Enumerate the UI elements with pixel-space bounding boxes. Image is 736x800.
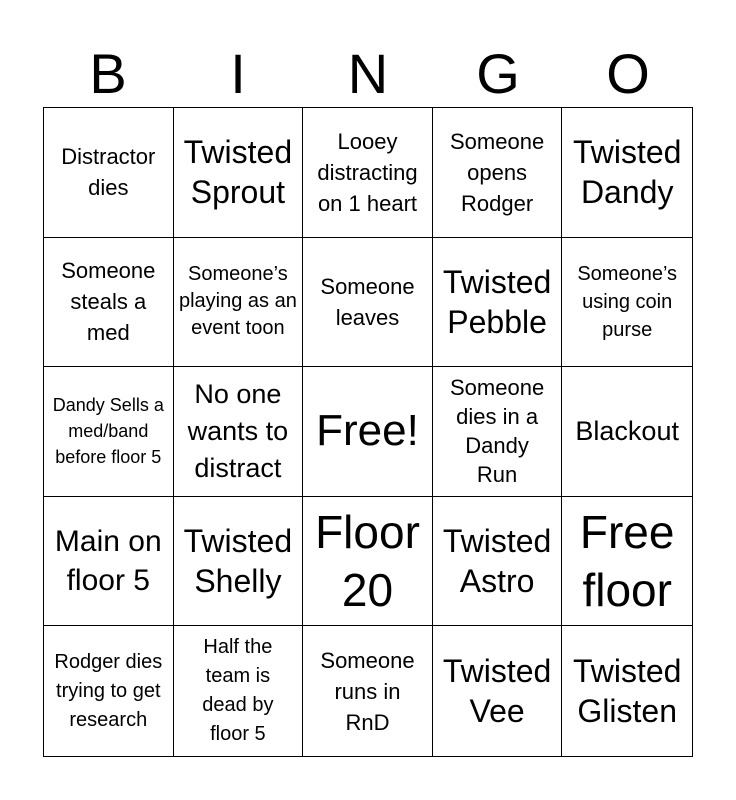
bingo-cell-r2c5[interactable] xyxy=(562,238,692,368)
header-letter-n: N xyxy=(347,42,389,105)
cell-label: Blackout xyxy=(575,416,679,447)
bingo-cell-r4c2[interactable] xyxy=(174,497,304,627)
bingo-cell-r2c2[interactable] xyxy=(174,238,304,368)
bingo-board xyxy=(43,107,693,757)
cell-label: Someone’s playing as an event toon xyxy=(178,263,297,340)
cell-label: Someone dies in a Dandy Run xyxy=(450,375,545,488)
cell-label: Twisted Vee xyxy=(442,653,552,730)
bingo-cell-r3c3[interactable] xyxy=(303,367,433,497)
bingo-cell-r2c1[interactable] xyxy=(44,238,174,368)
cell-label: Dandy Sells a med/band before floor 5 xyxy=(52,395,164,468)
cell-label: Twisted Pebble xyxy=(442,263,552,340)
cell-label: Twisted Shelly xyxy=(183,523,293,600)
bingo-cell-r3c4[interactable] xyxy=(433,367,563,497)
bingo-cell-r5c5[interactable] xyxy=(562,626,692,756)
header-letter-b: B xyxy=(89,42,127,105)
cell-label: No one wants to distract xyxy=(187,378,289,483)
cell-label: Free! xyxy=(316,406,419,456)
cell-label: Floor 20 xyxy=(315,506,420,617)
bingo-cell-r1c1[interactable] xyxy=(44,108,174,238)
bingo-cell-r5c2[interactable] xyxy=(174,626,304,756)
bingo-cell-r4c1[interactable] xyxy=(44,497,174,627)
cell-label: Half the team is dead by floor 5 xyxy=(202,636,274,746)
bingo-cell-r3c5[interactable] xyxy=(562,367,692,497)
header-letter-i: I xyxy=(230,42,246,105)
cell-label: Someone opens Rodger xyxy=(450,128,545,216)
bingo-cell-r2c4[interactable] xyxy=(433,238,563,368)
cell-label: Someone runs in RnD xyxy=(320,647,415,735)
cell-label: Looey distracting on 1 heart xyxy=(317,128,418,216)
header-letter-g: G xyxy=(476,42,520,105)
bingo-cell-r1c4[interactable] xyxy=(433,108,563,238)
bingo-cell-r5c1[interactable] xyxy=(44,626,174,756)
bingo-header xyxy=(43,40,693,108)
cell-label: Distractor dies xyxy=(61,144,156,201)
header-letter-o: O xyxy=(606,42,650,105)
bingo-cell-r1c2[interactable] xyxy=(174,108,304,238)
bingo-cell-r4c4[interactable] xyxy=(433,497,563,627)
bingo-cell-r1c5[interactable] xyxy=(562,108,692,238)
bingo-cell-r5c3[interactable] xyxy=(303,626,433,756)
bingo-cell-r3c1[interactable] xyxy=(44,367,174,497)
cell-label: Twisted Glisten xyxy=(572,653,682,730)
cell-label: Someone leaves xyxy=(320,273,415,330)
bingo-cell-r1c3[interactable] xyxy=(303,108,433,238)
bingo-cell-r5c4[interactable] xyxy=(433,626,563,756)
cell-label: Free floor xyxy=(579,506,675,617)
cell-label: Rodger dies trying to get research xyxy=(54,650,163,731)
bingo-cell-r4c5[interactable] xyxy=(562,497,692,627)
cell-label: Someone steals a med xyxy=(61,258,156,346)
bingo-cell-r2c3[interactable] xyxy=(303,238,433,368)
bingo-cell-r4c3[interactable] xyxy=(303,497,433,627)
cell-label: Main on floor 5 xyxy=(54,525,162,598)
cell-label: Twisted Sprout xyxy=(183,134,293,211)
cell-label: Someone’s using coin purse xyxy=(577,262,678,341)
bingo-cell-r3c2[interactable] xyxy=(174,367,304,497)
cell-label: Twisted Dandy xyxy=(572,134,682,211)
cell-label: Twisted Astro xyxy=(442,523,552,600)
